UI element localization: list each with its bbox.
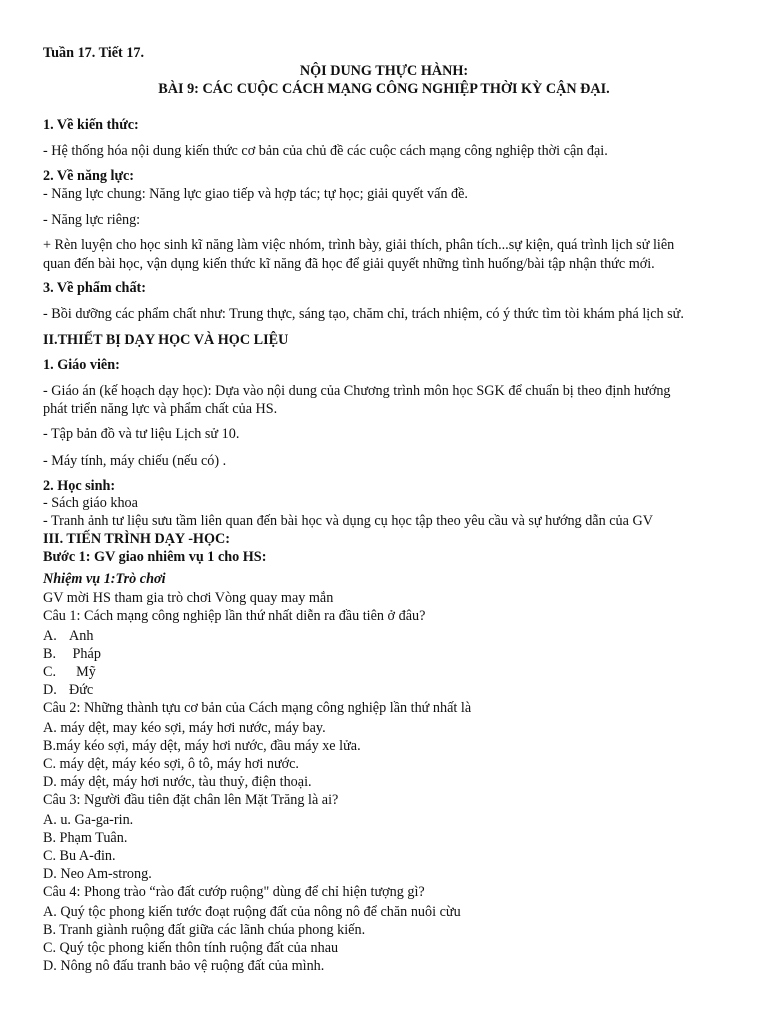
option-text: Anh (69, 628, 94, 644)
section-knowledge-heading: 1. Về kiến thức: (43, 117, 139, 133)
competency-specific-text-line2: quan đến bài học, vận dụng kiến thức kĩ năng đã học để giải quyết những tình huống/bài tập nhận thức mới. (43, 256, 655, 272)
teacher-item-1-line1: - Giáo án (kế hoạch dạy học): Dựa vào nội dung của Chương trình môn học SGK để chuẩn bị theo định hướng (43, 383, 671, 399)
doc-title-line2: BÀI 9: CÁC CUỘC CÁCH MẠNG CÔNG NGHIỆP THỜI KỲ CẬN ĐẠI. (158, 81, 610, 97)
teacher-heading: 1. Giáo viên: (43, 357, 120, 373)
section-quality-heading: 3. Về phẩm chất: (43, 280, 146, 296)
question-3-option-c: C. Bu A-đin. (43, 848, 116, 864)
question-3-option-a: A. u. Ga-ga-rin. (43, 812, 134, 828)
question-4-option-b: B. Tranh giành ruộng đất giữa các lãnh chúa phong kiến. (43, 922, 366, 938)
student-item-1: - Sách giáo khoa (43, 495, 138, 511)
teacher-item-1-line2: phát triển năng lực và phẩm chất của HS. (43, 401, 278, 417)
option-letter: A. (43, 628, 57, 644)
question-3-option-b: B. Phạm Tuân. (43, 830, 128, 846)
question-1-option-d (43, 681, 728, 699)
student-heading: 2. Học sinh: (43, 478, 116, 494)
task1-intro: GV mời HS tham gia trò chơi Vòng quay may mắn (43, 590, 334, 606)
teacher-item-2: - Tập bản đồ và tư liệu Lịch sử 10. (43, 426, 240, 442)
option-text: Pháp (69, 646, 101, 662)
question-4: Câu 4: Phong trào “rào đất cướp ruộng" dùng để chỉ hiện tượng gì? (43, 884, 425, 900)
question-4-option-a: A. Quý tộc phong kiến tước đoạt ruộng đất của nông nô để chăn nuôi cừu (43, 904, 461, 920)
teacher-item-3: - Máy tính, máy chiếu (nếu có) . (43, 453, 227, 469)
question-1-option-b (43, 645, 728, 663)
option-letter: B. (43, 646, 57, 662)
task1-heading: Nhiệm vụ 1:Trò chơi (43, 571, 166, 587)
question-2-option-a: A. máy dệt, may kéo sợi, máy hơi nước, máy bay. (43, 720, 326, 736)
part3-heading: III. TIẾN TRÌNH DẠY -HỌC: (43, 531, 230, 547)
question-2: Câu 2: Những thành tựu cơ bản của Cách mạng công nghiệp lần thứ nhất là (43, 700, 472, 716)
question-4-option-d: D. Nông nô đấu tranh bảo vệ ruộng đất của mình. (43, 958, 325, 974)
question-1: Câu 1: Cách mạng công nghiệp lần thứ nhất diễn ra đầu tiên ở đâu? (43, 608, 426, 624)
option-letter: D. (43, 682, 57, 698)
student-item-2: - Tranh ảnh tư liệu sưu tầm liên quan đến bài học và dụng cụ học tập theo yêu cầu và sự hướng dẫn của GV (43, 513, 653, 529)
question-1-option-c (43, 663, 728, 681)
question-1-option-a (43, 627, 728, 645)
week-lesson-heading: Tuần 17. Tiết 17. (43, 45, 145, 61)
doc-title-line1: NỘI DUNG THỰC HÀNH: (299, 63, 469, 79)
section-competency-heading: 2. Về năng lực: (43, 168, 135, 184)
section-knowledge-text: - Hệ thống hóa nội dung kiến thức cơ bản của chủ đề các cuộc cách mạng công nghiệp thời cận đại. (43, 143, 608, 159)
question-4-option-c: C. Quý tộc phong kiến thôn tính ruộng đất của nhau (43, 940, 339, 956)
competency-specific-text-line1: + Rèn luyện cho học sinh kĩ năng làm việc nhóm, trình bày, giải thích, phân tích...sự kiện, quá trình lịch sử liên (43, 237, 675, 253)
question-2-option-b: B.máy kéo sợi, máy dệt, máy hơi nước, đầu máy xe lửa. (43, 738, 361, 754)
competency-specific-label: - Năng lực riêng: (43, 212, 141, 228)
option-text: Đức (69, 682, 94, 698)
option-letter: C. (43, 664, 57, 680)
section-quality-text: - Bồi dưỡng các phẩm chất như: Trung thực, sáng tạo, chăm chỉ, trách nhiệm, có ý thức tìm tòi khám phá lịch sử. (43, 306, 684, 322)
option-text: Mỹ (69, 664, 96, 680)
question-2-option-d: D. máy dệt, máy hơi nước, tàu thuỷ, điện thoại. (43, 774, 312, 790)
step1-heading: Bước 1: GV giao nhiêm vụ 1 cho HS: (43, 549, 267, 565)
part2-heading: II.THIẾT BỊ DẠY HỌC VÀ HỌC LIỆU (43, 332, 289, 348)
question-2-option-c: C. máy dệt, máy kéo sợi, ô tô, máy hơi nước. (43, 756, 299, 772)
question-3: Câu 3: Người đầu tiên đặt chân lên Mặt Trăng là ai? (43, 792, 339, 808)
competency-general-text: - Năng lực chung: Năng lực giao tiếp và hợp tác; tự học; giải quyết vấn đề. (43, 186, 468, 202)
question-3-option-d: D. Neo Am-strong. (43, 866, 152, 882)
